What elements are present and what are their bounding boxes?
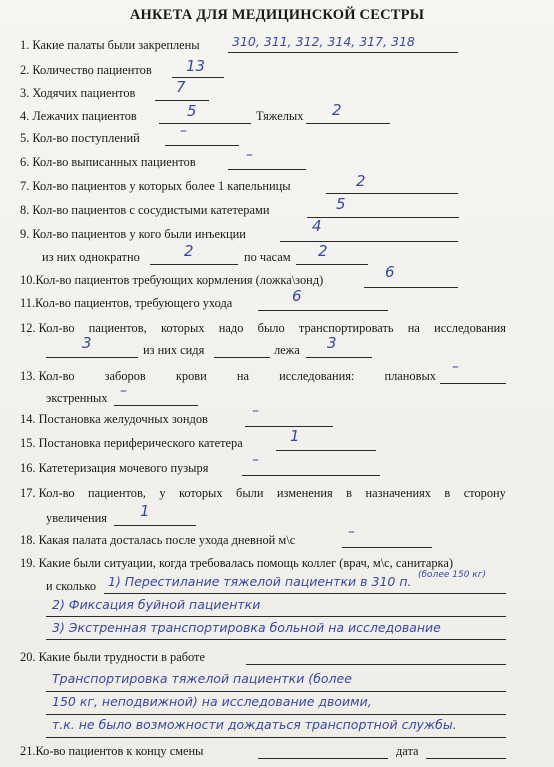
q1-answer: 310, 311, 312, 314, 317, 318: [232, 34, 415, 49]
q14-answer: –: [252, 403, 259, 419]
q15-label: 15. Постановка периферического катетера: [20, 436, 243, 450]
q19-label: 19. Какие были ситуации, когда требовалась помощь коллег (врач, м\с, санитарка): [20, 556, 454, 570]
q11-answer: 6: [292, 287, 302, 305]
q6-label: 6. Кол-во выписанных пациентов: [20, 155, 196, 169]
q10-answer: 6: [385, 263, 395, 281]
q9-hourly-label: по часам: [244, 250, 291, 264]
q12-lying-label: лежа: [274, 343, 300, 357]
q19-count-label: и сколько: [46, 579, 97, 593]
q18-label: 18. Какая палата досталась после ухода дневной м\с: [20, 533, 296, 547]
q12-lying-field[interactable]: [306, 343, 372, 358]
q20-answer-3: т.к. не было возможности дождаться транспортной службы.: [52, 717, 457, 732]
q12-sitting-field[interactable]: [214, 343, 270, 358]
q16-answer: –: [252, 452, 259, 468]
q5-label: 5. Кол-во поступлений: [20, 131, 140, 145]
q2-label: 2. Количество пациентов: [20, 63, 152, 77]
q8-field[interactable]: [307, 203, 459, 218]
q12-field[interactable]: [46, 343, 138, 358]
q21-label: 21.Ко-во пациентов к концу смены: [20, 744, 204, 758]
q13-label: 13. Кол-во заборов крови на исследования: плановых: [20, 369, 436, 383]
q15-answer: 1: [290, 427, 300, 445]
q7-label: 7. Кол-во пациентов у которых более 1 капельницы: [20, 179, 291, 193]
q9-answer: 4: [312, 217, 322, 235]
q12-sitting-label: из них сидя: [143, 343, 205, 357]
q20-label: 20. Какие были трудности в работе: [20, 650, 205, 664]
q13-planned-field[interactable]: [440, 369, 506, 384]
q18-field[interactable]: [342, 533, 432, 548]
q7-answer: 2: [356, 172, 366, 190]
q9-label: 9. Кол-во пациентов у кого были инъекции: [20, 227, 246, 241]
q8-answer: 5: [336, 195, 346, 213]
q1-label: 1. Какие палаты были закреплены: [20, 38, 200, 52]
q9-hourly-field[interactable]: [296, 250, 368, 265]
q17-increase-label: увеличения: [46, 511, 107, 525]
q13-urgent-answer: –: [120, 383, 127, 399]
q4-severe-answer: 2: [332, 101, 342, 119]
q19-answer-3: 3) Экстренная транспортировка больной на исследование: [52, 620, 441, 635]
q4-severe-field[interactable]: [306, 109, 390, 124]
q3-label: 3. Ходячих пациентов: [20, 86, 136, 100]
q16-label: 16. Катетеризация мочевого пузыря: [20, 461, 209, 475]
q19-answer-1: 1) Перестилание тяжелой пациентки в 310 п.: [108, 574, 412, 589]
q14-label: 14. Постановка желудочных зондов: [20, 412, 208, 426]
q5-answer: –: [180, 123, 187, 139]
page-title: АНКЕТА ДЛЯ МЕДИЦИНСКОЙ СЕСТРЫ: [129, 7, 425, 23]
q8-label: 8. Кол-во пациентов с сосудистыми катетерами: [20, 203, 270, 217]
q3-answer: 7: [176, 78, 186, 96]
q9-hourly-answer: 2: [318, 242, 328, 260]
q12-answer: 3: [82, 334, 92, 352]
q4-label: 4. Лежачих пациентов: [20, 109, 137, 123]
q10-field[interactable]: [364, 273, 458, 288]
q13-urgent-label: экстренных: [46, 391, 108, 405]
q12-lying-answer: 3: [327, 334, 337, 352]
q20-field-1[interactable]: [246, 650, 506, 665]
q13-planned-answer: –: [452, 359, 459, 375]
q21-date-label: дата: [396, 744, 419, 758]
q16-field[interactable]: [242, 461, 380, 476]
q4-field[interactable]: [159, 109, 251, 124]
q11-label: 11.Кол-во пациентов, требующего ухода: [20, 296, 233, 310]
q2-answer: 13: [186, 57, 206, 75]
q21-date-field[interactable]: [426, 744, 506, 759]
q6-answer: –: [246, 147, 253, 163]
q21-field[interactable]: [258, 744, 388, 759]
q11-field[interactable]: [258, 296, 388, 311]
q4-severe-label: Тяжелых: [256, 109, 304, 123]
q17-answer: 1: [140, 502, 150, 520]
q4-answer: 5: [187, 102, 197, 120]
q9-once-label: из них однократно: [42, 250, 140, 264]
q9-once-field[interactable]: [150, 250, 238, 265]
q5-field[interactable]: [165, 131, 239, 146]
q7-field[interactable]: [326, 179, 458, 194]
q9-field[interactable]: [280, 227, 458, 242]
q6-field[interactable]: [228, 155, 306, 170]
q12-label: 12. Кол-во пациентов, которых надо было транспортировать на исследования: [20, 321, 506, 335]
q19-note: (более 150 кг): [418, 570, 486, 580]
q20-answer-1: Транспортировка тяжелой пациентки (более: [52, 671, 352, 686]
q19-answer-2: 2) Фиксация буйной пациентки: [52, 597, 261, 612]
q17-field[interactable]: [114, 511, 196, 526]
q20-answer-2: 150 кг, неподвижной) на исследование двоими,: [52, 694, 372, 709]
q9-once-answer: 2: [184, 242, 194, 260]
q17-label: 17. Кол-во пациентов, у которых были изменения в назначениях в сторону: [20, 486, 506, 500]
q18-answer: –: [348, 524, 355, 540]
q10-label: 10.Кол-во пациентов требующих кормления (ложка\зонд): [20, 273, 324, 287]
